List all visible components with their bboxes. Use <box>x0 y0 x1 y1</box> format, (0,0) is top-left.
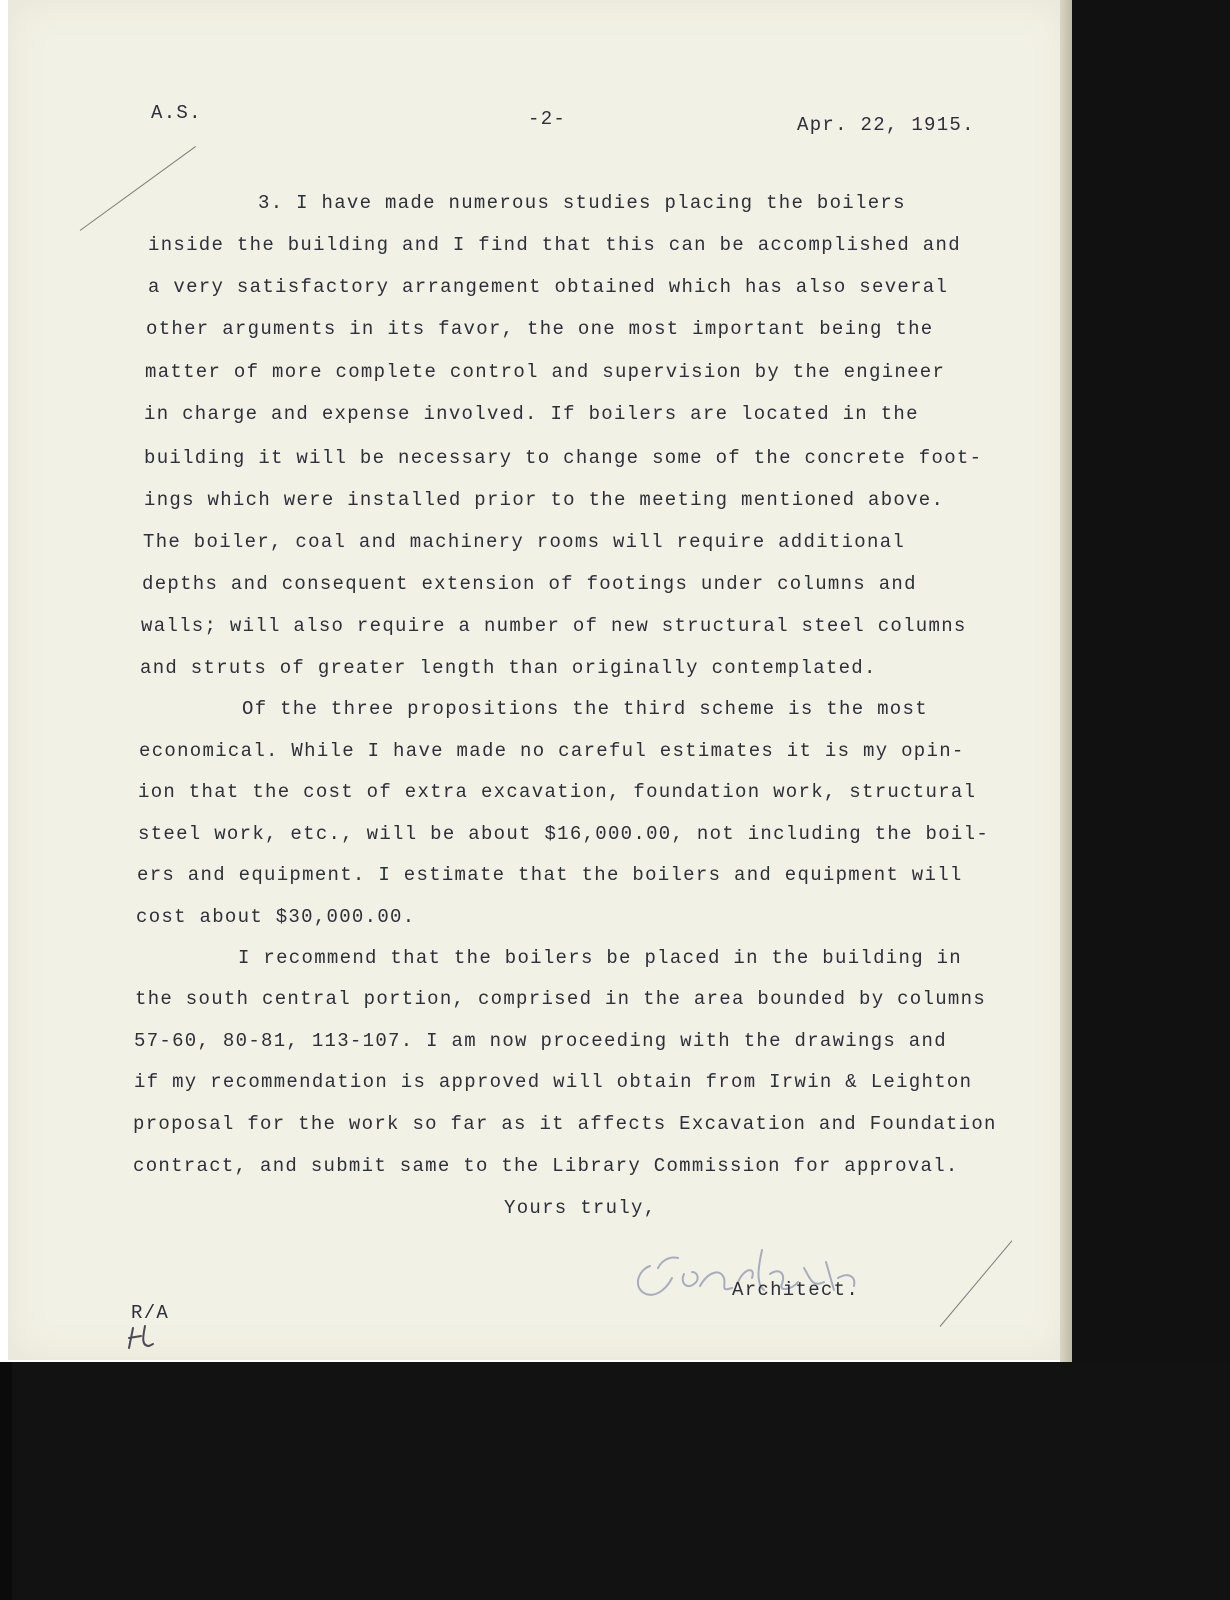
body-line: contract, and submit same to the Library Commission for approval. <box>133 1155 959 1177</box>
body-line: 3. I have made numerous studies placing the boilers <box>258 192 906 214</box>
body-line: other arguments in its favor, the one most important being the <box>146 318 934 340</box>
page-number: -2- <box>528 108 567 130</box>
body-line: walls; will also require a number of new structural steel columns <box>141 615 967 637</box>
closing-salutation: Yours truly, <box>504 1197 657 1219</box>
handwritten-initials <box>127 1324 167 1354</box>
body-line: Of the three propositions the third scheme is the most <box>242 698 928 720</box>
scan-background-right <box>1072 0 1230 1600</box>
body-line: proposal for the work so far as it affects Excavation and Foundation <box>133 1113 997 1135</box>
body-line: The boiler, coal and machinery rooms will require additional <box>143 531 906 553</box>
page-edge <box>1060 0 1072 1362</box>
body-line: a very satisfactory arrangement obtained which has also several <box>148 276 949 298</box>
body-line: building it will be necessary to change some of the concrete foot- <box>144 447 983 469</box>
body-line: in charge and expense involved. If boilers are located in the <box>144 403 919 425</box>
body-line: inside the building and I find that this can be accomplished and <box>148 234 961 256</box>
body-line: ers and equipment. I estimate that the boilers and equipment will <box>137 864 963 886</box>
closing-title: Architect. <box>732 1279 860 1301</box>
scan-background-corner <box>0 1362 12 1600</box>
body-line: and struts of greater length than originally contemplated. <box>140 657 877 679</box>
body-line: matter of more complete control and supervision by the engineer <box>145 361 946 383</box>
reference-initials: R/A <box>131 1302 170 1324</box>
body-line: ion that the cost of extra excavation, foundation work, structural <box>138 781 977 803</box>
body-line: I recommend that the boilers be placed in the building in <box>238 947 963 969</box>
body-line: if my recommendation is approved will obtain from Irwin & Leighton <box>134 1071 973 1093</box>
body-line: cost about $30,000.00. <box>136 906 416 928</box>
header-initials: A.S. <box>151 102 202 124</box>
scan-background-bottom <box>0 1362 1230 1600</box>
body-line: steel work, etc., will be about $16,000.00, not including the boil- <box>138 823 990 845</box>
body-line: 57-60, 80-81, 113-107. I am now proceeding with the drawings and <box>134 1030 947 1052</box>
body-line: ings which were installed prior to the meeting mentioned above. <box>144 489 945 511</box>
letter-date: Apr. 22, 1915. <box>797 114 975 136</box>
body-line: the south central portion, comprised in the area bounded by columns <box>135 988 987 1010</box>
body-line: economical. While I have made no careful estimates it is my opin- <box>139 740 965 762</box>
body-line: depths and consequent extension of footings under columns and <box>142 573 917 595</box>
